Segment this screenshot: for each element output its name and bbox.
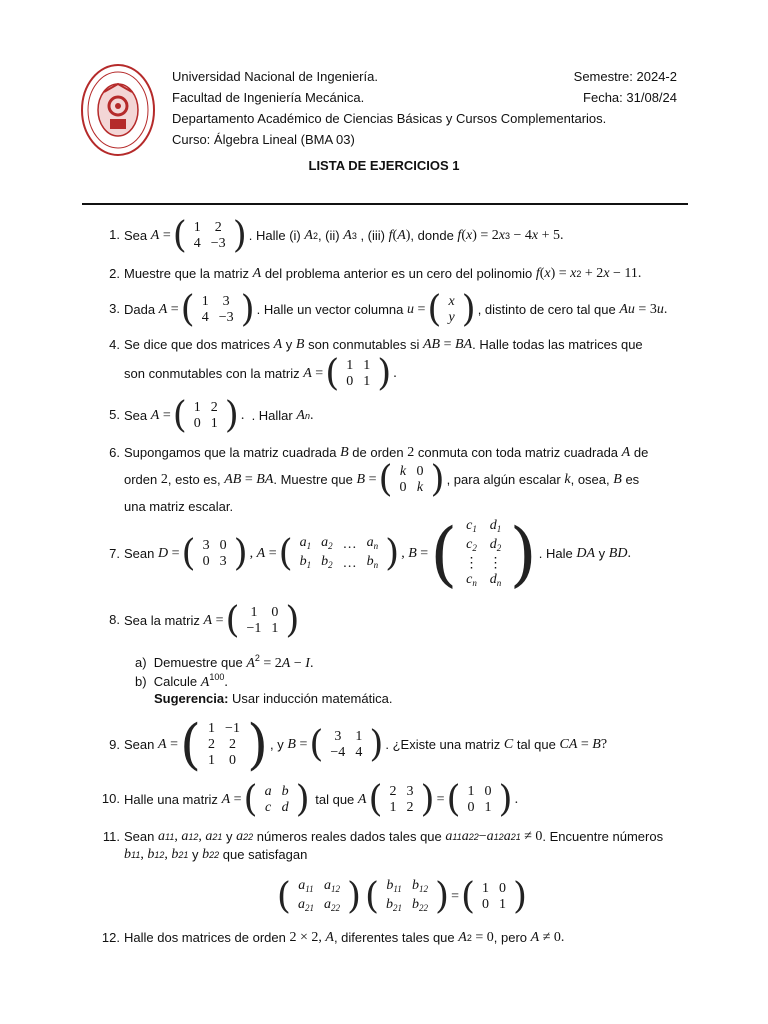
divider — [82, 203, 688, 205]
exercise-1: 1. Sea A = ( 1 2 4 −3 ) . Halle (i) A 2 , (ii) A 3 , (iii) f ( A ) , donde f ( x ) = 2 x 3 − 4 x + 5. — [109, 215, 564, 256]
department-name: Departamento Académico de Ciencias Básicas y Cursos Complementarios. — [172, 111, 607, 126]
faculty-name: Facultad de Ingeniería Mecánica. — [172, 90, 365, 105]
page-title: LISTA DE EJERCICIOS 1 — [308, 158, 460, 173]
exercise-8: 8. Sea la matriz A = ( 1 0 −1 1 ) — [109, 600, 300, 641]
exercise-4: 4. Se dice que dos matrices A y B son conmutables si AB = BA . Halle todas las matrices que son conmutables con la matriz A = ( 1 1 0 1 ) . — [109, 337, 643, 394]
date: Fecha: 31/08/24 — [583, 90, 677, 105]
exercise-9: 9. Sean A = ( 1 −1 2 2 1 0 ) , y B = ( 3 1 −4 4 ) . ¿Existe una matriz C tal que CA = B ? — [109, 713, 608, 776]
exercise-8b: b) Calcule $A^{100}$. — [135, 672, 228, 690]
university-name: Universidad Nacional de Ingeniería. — [172, 69, 378, 84]
exercise-12: 12. Halle dos matrices de orden 2 × 2, A , diferentes tales que A 2 = 0 , pero A ≠ 0. — [101, 930, 565, 945]
course-name: Curso: Álgebra Lineal (BMA 03) — [172, 132, 355, 147]
university-seal-logo — [80, 62, 156, 158]
exercise-11: 11. Sean a 11 , a 12 , a 21 y a 22 números reales dados tales que a 11 a 22 − a 12 a 21 ≠ 0 . Encuentre números b 11 , b 12 , b 21 y b 22 que satisfagan ( $a_{11}$ $a_{12}$ $a_{21}$ $a_{22}$ ) ( $b_{11}$ $b_{12}$ $b_{21}$ $b_{22}$ ) = ( 1 0 0 1 ) — [102, 829, 664, 917]
exercise-10: 10. Halle una matriz A = ( a b c d ) tal que A ( 2 3 1 2 ) = ( 1 0 0 1 ) . — [101, 779, 519, 820]
exercise-8a: a) Demuestre que $A^2 = 2A - I$. — [135, 653, 314, 671]
exercise-2: 2. Muestre que la matriz A del problema anterior es un cero del polinomio f ( x ) = x 2 + 2 x − 11. — [109, 266, 642, 281]
exercise-8-hint: Sugerencia: Usar inducción matemática. — [154, 691, 393, 706]
exercise-3: 3. Dada A = ( 1 3 4 −3 ) . Halle un vector columna u = ( x y ) , distinto de cero tal que Au = 3 u . — [109, 289, 668, 330]
exercise-6: 6. Supongamos que la matriz cuadrada B de orden 2 conmuta con toda matriz cuadrada A de orden 2 , esto es, AB = BA . Muestre que B = ( k 0 0 k ) , para algún escalar k , osea, B es una matriz escalar. — [109, 445, 649, 514]
document-header — [172, 66, 677, 150]
semester: Semestre: 2024-2 — [573, 69, 677, 84]
exercise-5: 5. Sea A = ( 1 2 0 1 ) . . Hallar A n . — [109, 395, 314, 436]
exercise-7: 7. Sean D = ( 3 0 0 3 ) , A = ( $a_1$ $a_2$ … $a_n$ $b_1$ $b_2$ … $b_n$ ) , B = ( $c_1$ $d_1$ $c_2$ $d_2$ ⋮ ⋮ $c_n$ $d_n$ ) . Hale DA y BD . — [109, 513, 631, 595]
